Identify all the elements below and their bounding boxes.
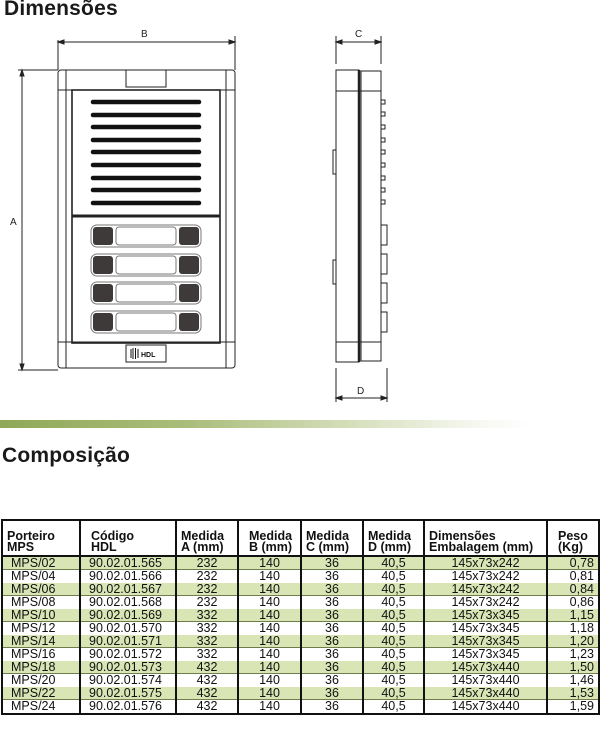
- cell-medida-c: 36: [301, 596, 363, 609]
- header-medida-c: Medida C (mm): [301, 520, 363, 556]
- speaker-grille: [93, 102, 199, 203]
- cell-medida-a: 232: [176, 556, 238, 570]
- cell-medida-a: 332: [176, 609, 238, 622]
- cell-medida-a: 332: [176, 635, 238, 648]
- cell-codigo: 90.02.01.566: [80, 570, 176, 583]
- cell-porteiro: MPS/02: [2, 556, 80, 570]
- section-divider: [0, 420, 530, 428]
- cell-codigo: 90.02.01.567: [80, 583, 176, 596]
- cell-codigo: 90.02.01.572: [80, 648, 176, 661]
- cell-medida-c: 36: [301, 661, 363, 674]
- cell-medida-b: 140: [238, 700, 301, 714]
- cell-peso: 1,59: [547, 700, 599, 714]
- cell-porteiro: MPS/20: [2, 674, 80, 687]
- table-row: [2, 700, 599, 714]
- cell-medida-c: 36: [301, 648, 363, 661]
- cell-porteiro: MPS/18: [2, 661, 80, 674]
- dimension-label-b: B: [141, 29, 148, 40]
- svg-text:HDL: HDL: [141, 352, 156, 359]
- cell-medida-d: 40,5: [363, 609, 424, 622]
- cell-dimensoes-embalagem: 145x73x242: [424, 570, 547, 583]
- cell-medida-c: 36: [301, 687, 363, 700]
- cell-medida-c: 36: [301, 635, 363, 648]
- hdl-logo-plate: [126, 345, 166, 362]
- cell-dimensoes-embalagem: 145x73x345: [424, 609, 547, 622]
- cell-medida-b: 140: [238, 596, 301, 609]
- dimension-label-c: C: [355, 29, 363, 40]
- cell-medida-b: 140: [238, 687, 301, 700]
- cell-medida-a: 332: [176, 648, 238, 661]
- header-medida-a: Medida A (mm): [176, 520, 238, 556]
- cell-porteiro: MPS/08: [2, 596, 80, 609]
- cell-medida-c: 36: [301, 583, 363, 596]
- cell-medida-d: 40,5: [363, 596, 424, 609]
- cell-peso: 0,86: [547, 596, 599, 609]
- cell-medida-c: 36: [301, 570, 363, 583]
- cell-peso: 0,84: [547, 583, 599, 596]
- cell-dimensoes-embalagem: 145x73x440: [424, 661, 547, 674]
- table-row: [2, 556, 599, 570]
- cell-medida-b: 140: [238, 674, 301, 687]
- cell-peso: 0,81: [547, 570, 599, 583]
- cell-peso: 1,20: [547, 635, 599, 648]
- cell-medida-c: 36: [301, 674, 363, 687]
- cell-peso: 1,46: [547, 674, 599, 687]
- dimension-label-a: A: [10, 217, 17, 228]
- header-porteiro: Porteiro MPS: [2, 520, 80, 556]
- cell-medida-b: 140: [238, 609, 301, 622]
- cell-medida-c: 36: [301, 609, 363, 622]
- cell-medida-a: 232: [176, 583, 238, 596]
- cell-dimensoes-embalagem: 145x73x345: [424, 648, 547, 661]
- cell-medida-d: 40,5: [363, 556, 424, 570]
- cell-medida-d: 40,5: [363, 583, 424, 596]
- header-codigo: Código HDL: [80, 520, 176, 556]
- cell-medida-d: 40,5: [363, 635, 424, 648]
- cell-codigo: 90.02.01.576: [80, 700, 176, 714]
- header-medida-b: Medida B (mm): [238, 520, 301, 556]
- button-rows: [91, 225, 201, 333]
- cell-peso: 1,15: [547, 609, 599, 622]
- cell-medida-a: 432: [176, 674, 238, 687]
- cell-codigo: 90.02.01.565: [80, 556, 176, 570]
- cell-peso: 1,50: [547, 661, 599, 674]
- cell-medida-b: 140: [238, 648, 301, 661]
- cell-porteiro: MPS/14: [2, 635, 80, 648]
- cell-dimensoes-embalagem: 145x73x242: [424, 583, 547, 596]
- cell-porteiro: MPS/10: [2, 609, 80, 622]
- cell-dimensoes-embalagem: 145x73x440: [424, 687, 547, 700]
- cell-medida-b: 140: [238, 661, 301, 674]
- header-medida-d: Medida D (mm): [363, 520, 424, 556]
- cell-medida-a: 432: [176, 661, 238, 674]
- cell-medida-c: 36: [301, 556, 363, 570]
- cell-medida-c: 36: [301, 622, 363, 635]
- cell-codigo: 90.02.01.573: [80, 661, 176, 674]
- cell-medida-b: 140: [238, 570, 301, 583]
- cell-dimensoes-embalagem: 145x73x345: [424, 622, 547, 635]
- dimension-label-d: D: [357, 386, 365, 397]
- cell-medida-b: 140: [238, 635, 301, 648]
- cell-dimensoes-embalagem: 145x73x242: [424, 596, 547, 609]
- cell-medida-a: 232: [176, 570, 238, 583]
- cell-dimensoes-embalagem: 145x73x345: [424, 635, 547, 648]
- cell-codigo: 90.02.01.568: [80, 596, 176, 609]
- cell-medida-d: 40,5: [363, 648, 424, 661]
- header-peso: Peso (Kg): [547, 520, 599, 556]
- cell-dimensoes-embalagem: 145x73x440: [424, 700, 547, 714]
- cell-medida-d: 40,5: [363, 687, 424, 700]
- cell-codigo: 90.02.01.571: [80, 635, 176, 648]
- cell-peso: 1,18: [547, 622, 599, 635]
- header-dimensoes-embalagem: Dimensões Embalagem (mm): [424, 520, 547, 556]
- cell-codigo: 90.02.01.575: [80, 687, 176, 700]
- composition-table: [1, 519, 600, 715]
- cell-medida-b: 140: [238, 622, 301, 635]
- cell-medida-d: 40,5: [363, 622, 424, 635]
- cell-medida-a: 432: [176, 687, 238, 700]
- cell-medida-b: 140: [238, 556, 301, 570]
- cell-peso: 1,23: [547, 648, 599, 661]
- cell-peso: 1,53: [547, 687, 599, 700]
- cell-medida-a: 332: [176, 622, 238, 635]
- cell-codigo: 90.02.01.569: [80, 609, 176, 622]
- section-title-composition: Composição: [2, 444, 131, 467]
- cell-medida-d: 40,5: [363, 661, 424, 674]
- cell-medida-a: 432: [176, 700, 238, 714]
- cell-porteiro: MPS/12: [2, 622, 80, 635]
- cell-dimensoes-embalagem: 145x73x242: [424, 556, 547, 570]
- table-header-row: [2, 520, 599, 556]
- cell-porteiro: MPS/04: [2, 570, 80, 583]
- section-title-dimensions: Dimensões: [4, 0, 118, 20]
- cell-porteiro: MPS/16: [2, 648, 80, 661]
- cell-medida-d: 40,5: [363, 570, 424, 583]
- cell-medida-c: 36: [301, 700, 363, 714]
- cell-peso: 0,78: [547, 556, 599, 570]
- cell-porteiro: MPS/06: [2, 583, 80, 596]
- cell-dimensoes-embalagem: 145x73x440: [424, 674, 547, 687]
- cell-codigo: 90.02.01.570: [80, 622, 176, 635]
- cell-porteiro: MPS/24: [2, 700, 80, 714]
- cell-medida-d: 40,5: [363, 700, 424, 714]
- cell-codigo: 90.02.01.574: [80, 674, 176, 687]
- cell-medida-d: 40,5: [363, 674, 424, 687]
- cell-porteiro: MPS/22: [2, 687, 80, 700]
- cell-medida-b: 140: [238, 583, 301, 596]
- cell-medida-a: 232: [176, 596, 238, 609]
